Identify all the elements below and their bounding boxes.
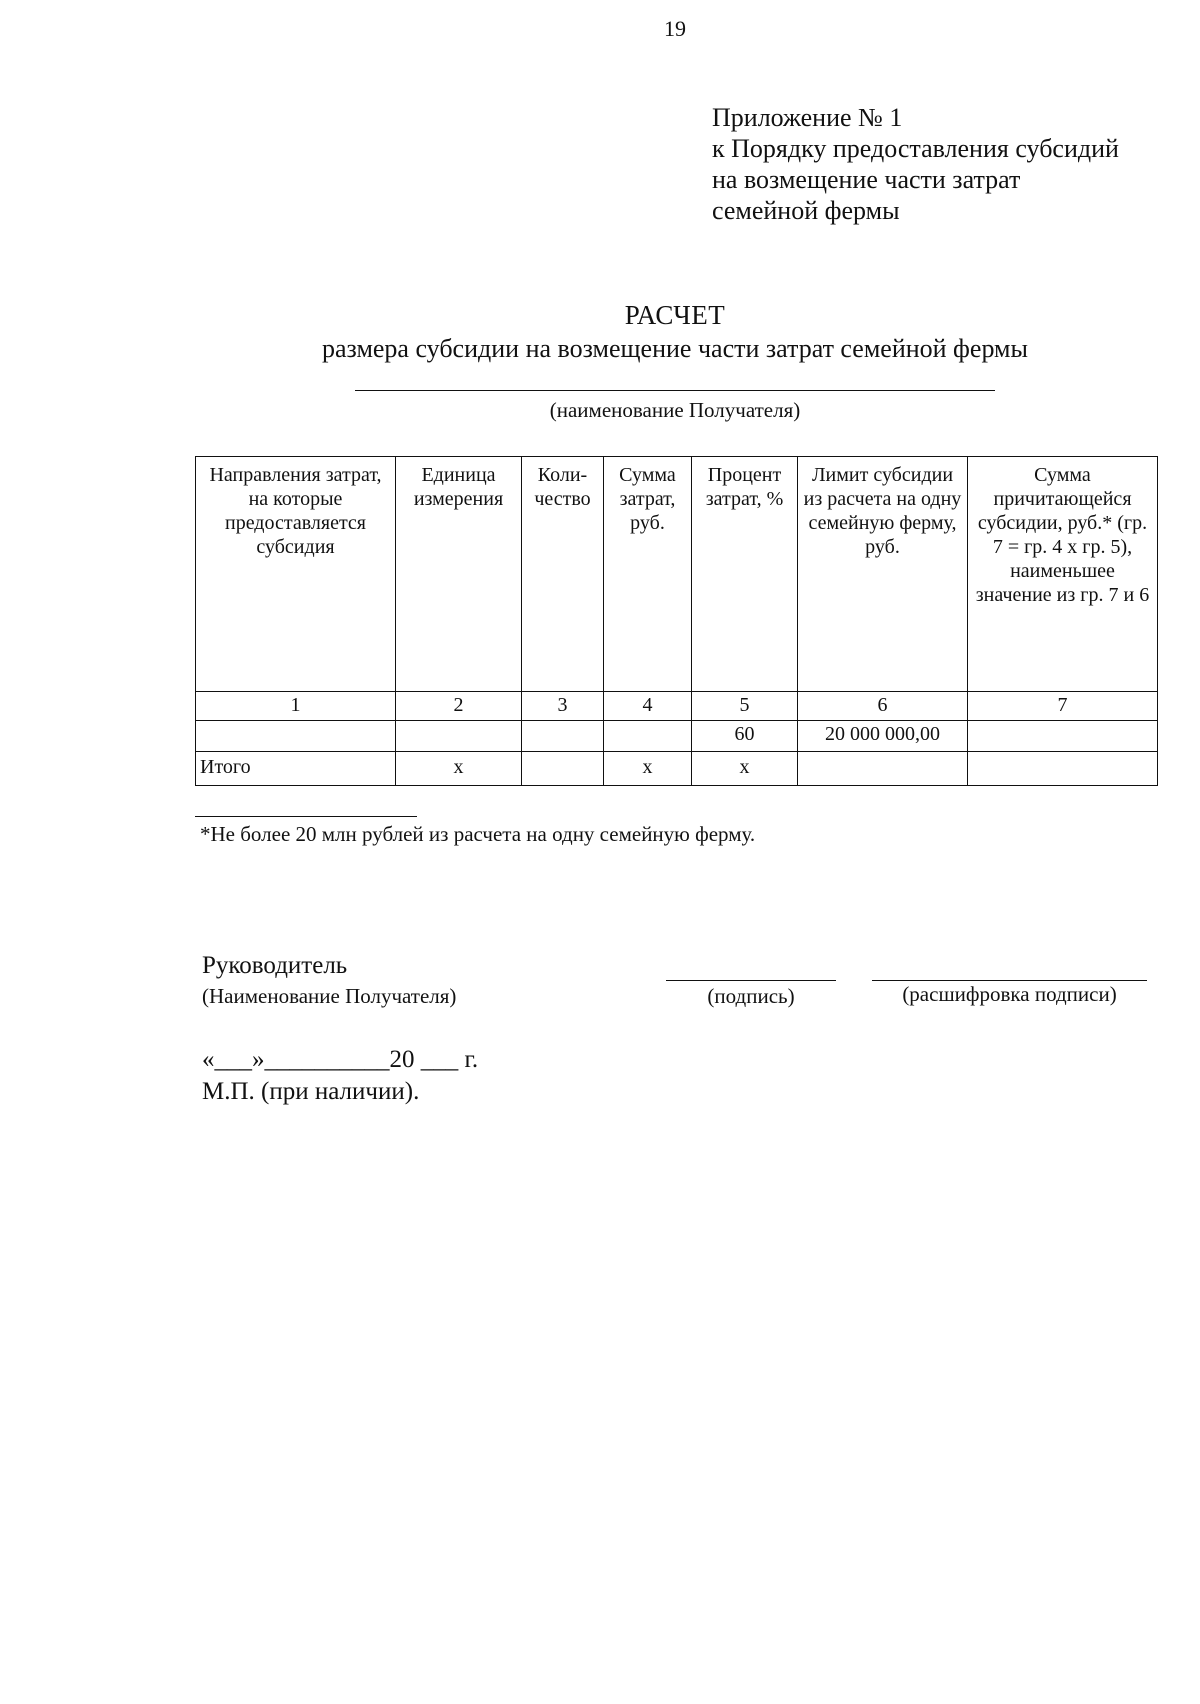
table-row <box>196 721 1158 752</box>
header-cell: Сумма причитающейся субсидии, руб.* (гр. 7 = гр. 4 х гр. 5), наименьшее значение из гр. 7 и 6 <box>968 457 1158 692</box>
header-cell: Единица измерения <box>396 457 522 692</box>
column-number: 5 <box>692 692 798 721</box>
column-number: 3 <box>522 692 604 721</box>
appendix-line: семейной фермы <box>712 196 900 225</box>
total-cell[interactable] <box>522 752 604 786</box>
column-number: 7 <box>968 692 1158 721</box>
signer-role: Руководитель <box>202 952 348 979</box>
total-cell[interactable] <box>968 752 1158 786</box>
data-cell[interactable] <box>968 721 1158 752</box>
signature-caption: (подпись) <box>707 984 795 1008</box>
document-title: РАСЧЕТ <box>624 300 726 330</box>
appendix-line: Приложение № 1 <box>712 103 903 132</box>
appendix-line: к Порядку предоставления субсидий <box>712 134 1119 163</box>
signature-decode-caption: (расшифровка подписи) <box>902 982 1117 1006</box>
recipient-caption: (наименование Получателя) <box>549 398 801 422</box>
data-cell: 60 <box>692 721 798 752</box>
column-number-row <box>196 692 1158 721</box>
header-cell: Сумма затрат, руб. <box>604 457 692 692</box>
header-cell: Процент затрат, % <box>692 457 798 692</box>
total-label: Итого <box>196 752 396 786</box>
signature-decode-line[interactable] <box>872 980 1147 981</box>
column-number: 1 <box>196 692 396 721</box>
total-row <box>196 752 1158 786</box>
appendix-reference <box>712 102 1119 226</box>
appendix-line: на возмещение части затрат <box>712 165 1021 194</box>
recipient-name-line[interactable] <box>355 390 995 391</box>
header-cell: Направления затрат, на которые предоставляется субсидия <box>196 457 396 692</box>
column-number: 6 <box>798 692 968 721</box>
calculation-table <box>195 456 1158 786</box>
total-cell: х <box>604 752 692 786</box>
total-cell: х <box>396 752 522 786</box>
total-cell: х <box>692 752 798 786</box>
signer-role-caption: (Наименование Получателя) <box>202 984 457 1008</box>
header-cell: Коли-чество <box>522 457 604 692</box>
date-line[interactable]: «___»__________20 ___ г. <box>202 1046 479 1073</box>
data-cell[interactable] <box>396 721 522 752</box>
table-header-row <box>196 457 1158 692</box>
total-cell[interactable] <box>798 752 968 786</box>
footnote-divider <box>195 816 417 817</box>
data-cell: 20 000 000,00 <box>798 721 968 752</box>
data-cell[interactable] <box>522 721 604 752</box>
data-cell[interactable] <box>196 721 396 752</box>
footnote: *Не более 20 млн рублей из расчета на одну семейную ферму. <box>200 822 756 846</box>
column-number: 4 <box>604 692 692 721</box>
stamp-note: М.П. (при наличии). <box>202 1078 420 1105</box>
document-subtitle: размера субсидии на возмещение части затрат семейной фермы <box>322 334 1028 363</box>
signature-line[interactable] <box>666 980 836 981</box>
page-number: 19 <box>664 16 686 41</box>
header-cell: Лимит субсидии из расчета на одну семейную ферму, руб. <box>798 457 968 692</box>
data-cell[interactable] <box>604 721 692 752</box>
column-number: 2 <box>396 692 522 721</box>
